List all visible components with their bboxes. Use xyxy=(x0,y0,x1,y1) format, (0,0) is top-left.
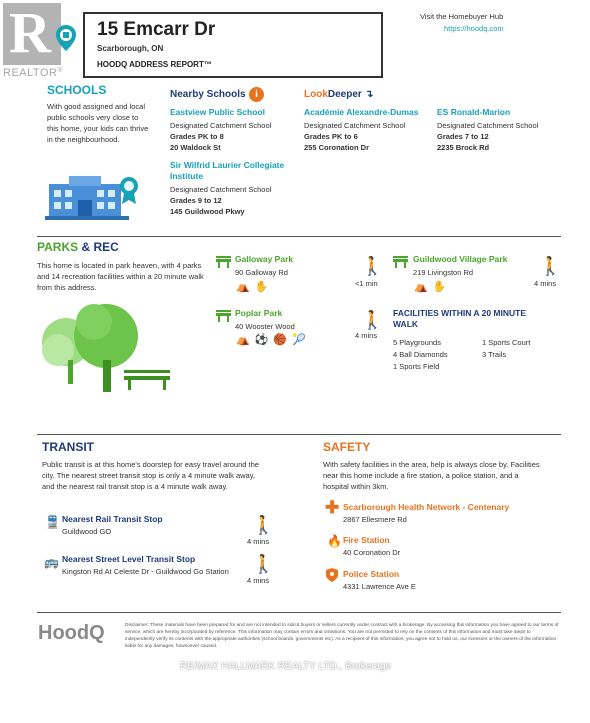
street-walk-time: 4 mins xyxy=(247,576,270,585)
school-type: Designated Catchment School xyxy=(170,185,272,194)
disclaimer-text: Disclaimer: These materials have been prepared for and are not intended to solicit buyers or sellers currently under contract with a brokerage. By accessing this information you have agreed to our terms of service, which are hereby incorporated by reference. This information may contain errors and omissions. You are not permitted to rely on the contents of this information and must take steps to independently verify its contents with the appropriate authorities (school boards, governments etc). As a recipient of this information, you agree not to hold us, our licensors or the owners of the information liable for any damages, howsoever caused. xyxy=(125,623,559,649)
park-bench-icon xyxy=(393,255,408,273)
schools-title: SCHOOLS xyxy=(47,83,107,97)
school-item xyxy=(304,107,429,153)
park-name[interactable]: Guildwood Village Park xyxy=(413,254,508,264)
divider xyxy=(37,236,561,237)
park-name[interactable]: Poplar Park xyxy=(235,308,283,318)
park-bench-icon xyxy=(216,309,231,327)
look-deeper-label[interactable]: LookDeeper xyxy=(304,89,362,100)
school-type: Designated Catchment School xyxy=(304,121,406,130)
school-grades: Grades 7 to 12 xyxy=(437,132,489,141)
park-walk-time: 4 mins xyxy=(355,331,378,340)
walk-icon: 🚶 xyxy=(361,256,384,276)
park-address: 219 Livingston Rd xyxy=(413,268,474,277)
school-address: 20 Waldock St xyxy=(170,143,221,152)
school-building-icon xyxy=(45,172,145,225)
walk-icon: 🚶 xyxy=(539,256,562,276)
school-type: Designated Catchment School xyxy=(437,121,539,130)
police-badge-icon xyxy=(326,568,338,587)
rail-stop-name: Guildwood GO xyxy=(62,527,112,536)
safety-item-name[interactable]: Police Station xyxy=(343,569,400,579)
street-stop-name: Kingston Rd At Celeste Dr - Guildwood Go Station xyxy=(62,567,229,576)
address-title: 15 Emcarr Dr xyxy=(97,19,216,40)
brokerage-watermark: RE/MAX HALLMARK REALTY LTD., Brokerage xyxy=(180,661,392,672)
transit-description: Public transit is at this home's doorstep for easy travel around the city. The nearest street transit stop is only a 4 minute walk away, and the nearest rail transit stop is a 4 minute walk away. xyxy=(42,460,259,491)
school-item xyxy=(170,160,295,217)
park-facility-icons: ⛺⚽🏀🎾 xyxy=(236,334,311,346)
hospital-cross-icon: ✚ xyxy=(325,498,340,517)
school-address: 2235 Brock Rd xyxy=(437,143,490,152)
walk-icon: 🚶 xyxy=(252,554,275,574)
facilities-title: FACILITIES WITHIN A 20 MINUTE WALK xyxy=(393,308,527,329)
safety-item-address: 40 Coronation Dr xyxy=(343,548,401,557)
park-facility-icons: ⛺✋ xyxy=(236,281,274,293)
school-name[interactable]: Eastview Public School xyxy=(170,107,265,117)
safety-item-address: 4331 Lawrence Ave E xyxy=(343,582,416,591)
parks-title: PARKS & REC xyxy=(37,240,119,254)
realtor-logo-letter: R xyxy=(9,0,51,65)
facility-item: 4 Ball Diamonds xyxy=(393,350,448,359)
school-name[interactable]: Sir Wilfrid Laurier Collegiate Institute xyxy=(170,160,285,181)
park-bench-icon xyxy=(216,255,231,273)
school-name[interactable]: Académie Alexandre-Dumas xyxy=(304,107,419,117)
parks-description: This home is located in park heaven, with 4 parks and 14 recreation facilities within a 20 minute walk from this address. xyxy=(37,261,204,292)
school-grades: Grades PK to 8 xyxy=(170,132,224,141)
park-address: 40 Wooster Wood xyxy=(235,322,295,331)
rail-stop-title: Nearest Rail Transit Stop xyxy=(62,514,163,524)
street-stop-title: Nearest Street Level Transit Stop xyxy=(62,554,196,564)
bus-icon: 🚌 xyxy=(44,555,59,569)
facility-item: 1 Sports Court xyxy=(482,338,531,347)
safety-item-name[interactable]: Scarborough Health Network - Centenary xyxy=(343,502,510,512)
hoodq-logo: HoodQ xyxy=(38,622,105,644)
school-address: 255 Coronation Dr xyxy=(304,143,370,152)
realtor-label: REALTOR® xyxy=(3,67,64,79)
park-walk-time: <1 min xyxy=(355,279,378,288)
school-name[interactable]: ES Ronald-Marion xyxy=(437,107,511,117)
train-icon: 🚆 xyxy=(45,515,60,529)
school-grades: Grades PK to 6 xyxy=(304,132,358,141)
park-walk-time: 4 mins xyxy=(534,279,557,288)
rail-walk-time: 4 mins xyxy=(247,537,270,546)
hub-link[interactable]: https://hoodq.com xyxy=(444,24,504,33)
facility-item: 1 Sports Field xyxy=(393,362,440,371)
park-address: 90 Galloway Rd xyxy=(235,268,288,277)
report-title: HOODQ ADDRESS REPORT™ xyxy=(97,60,212,69)
safety-title: SAFETY xyxy=(323,440,371,454)
divider xyxy=(37,434,561,435)
safety-item-address: 2867 Ellesmere Rd xyxy=(343,515,407,524)
facility-item: 3 Trails xyxy=(482,350,507,359)
look-deeper-arrow-icon: ↴ xyxy=(365,89,374,100)
transit-title: TRANSIT xyxy=(42,440,94,454)
park-facility-icons: ⛺✋ xyxy=(414,281,452,293)
nearby-schools-label: Nearby Schools xyxy=(170,89,246,100)
school-item xyxy=(437,107,562,153)
walk-icon: 🚶 xyxy=(361,310,384,330)
hub-text: Visit the Homebuyer Hub xyxy=(420,12,504,21)
schools-description: With good assigned and local public schools very close to this home, your kids can thrive in the neighbourhood. xyxy=(47,102,149,144)
safety-item-name[interactable]: Fire Station xyxy=(343,535,390,545)
park-name[interactable]: Galloway Park xyxy=(235,254,294,264)
school-item xyxy=(170,107,295,153)
park-illustration xyxy=(36,300,176,400)
safety-description: With safety facilities in the area, help is always close by. Facilities near this home include a fire station, a police station, and a hospital within 3km. xyxy=(323,460,540,491)
school-address: 145 Guildwood Pkwy xyxy=(170,207,245,216)
info-icon[interactable]: i xyxy=(249,87,264,102)
school-type: Designated Catchment School xyxy=(170,121,272,130)
facility-item: 5 Playgrounds xyxy=(393,338,441,347)
address-city: Scarborough, ON xyxy=(97,44,164,53)
walk-icon: 🚶 xyxy=(252,515,275,535)
hoodq-pin-icon xyxy=(55,24,77,57)
fire-icon: 🔥 xyxy=(327,534,342,548)
divider xyxy=(37,612,561,613)
school-grades: Grades 9 to 12 xyxy=(170,196,222,205)
